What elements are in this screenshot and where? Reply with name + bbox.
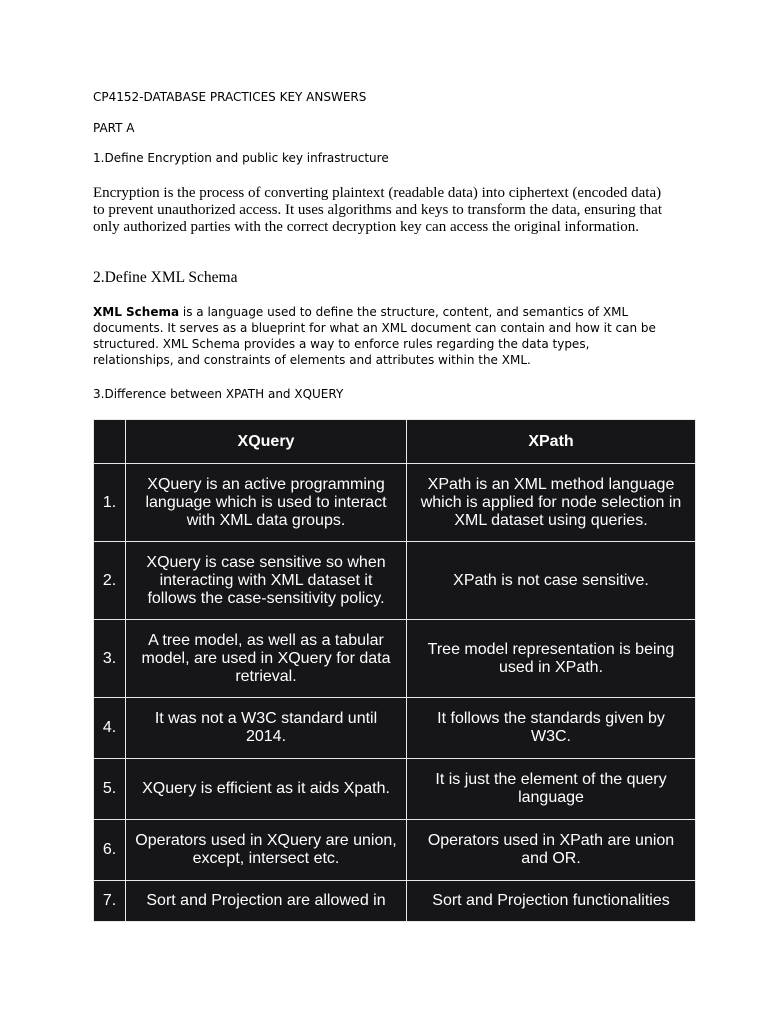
question-2: 2.Define XML Schema [93, 269, 238, 286]
table-row [94, 820, 696, 881]
xquery-cell: Operators used in XQuery are union, except, intersect etc. [126, 820, 407, 881]
row-number: 4. [94, 698, 126, 759]
header-cell-xpath: XPath [407, 420, 696, 464]
xpath-cell: Sort and Projection functionalities [407, 881, 696, 922]
xpath-cell: XPath is not case sensitive. [407, 542, 696, 620]
row-number: 6. [94, 820, 126, 881]
answer-1: Encryption is the process of converting plaintext (readable data) into ciphertext (encoded data) to prevent unauthorized access. It uses algorithms and keys to transform the data, ensuring that only authorized parties with the correct decryption key can access the original information. [93, 185, 663, 235]
xquery-cell: XQuery is an active programming language which is used to interact with XML data groups. [126, 464, 407, 542]
xquery-cell: Sort and Projection are allowed in [126, 881, 407, 922]
table-row [94, 620, 696, 698]
table-row [94, 698, 696, 759]
header-cell-xquery: XQuery [126, 420, 407, 464]
table-row [94, 542, 696, 620]
answer-2-text: is a language used to define the structure, content, and semantics of XML documents. It serves as a blueprint for what an XML document can contain and how it can be structured. XML Schema provides a way to enforce rules regarding the data types, relationships, and constraints of elements and attributes within the XML. [93, 305, 656, 367]
row-number: 5. [94, 759, 126, 820]
section-heading: PART A [93, 121, 135, 135]
xpath-cell: XPath is an XML method language which is applied for node selection in XML dataset using queries. [407, 464, 696, 542]
table-row [94, 464, 696, 542]
answer-2 [93, 304, 673, 368]
table-header-row [94, 420, 696, 464]
xquery-cell: XQuery is case sensitive so when interacting with XML dataset it follows the case-sensitivity policy. [126, 542, 407, 620]
question-3: 3.Difference between XPATH and XQUERY [93, 387, 344, 401]
xquery-cell: It was not a W3C standard until 2014. [126, 698, 407, 759]
table-row [94, 881, 696, 922]
xpath-cell: It is just the element of the query language [407, 759, 696, 820]
question-1: 1.Define Encryption and public key infrastructure [93, 151, 389, 165]
comparison-table [93, 419, 696, 922]
row-number: 1. [94, 464, 126, 542]
xpath-cell: Tree model representation is being used in XPath. [407, 620, 696, 698]
xquery-cell: A tree model, as well as a tabular model, are used in XQuery for data retrieval. [126, 620, 407, 698]
header-cell-number [94, 420, 126, 464]
row-number: 2. [94, 542, 126, 620]
xpath-cell: It follows the standards given by W3C. [407, 698, 696, 759]
table-row [94, 759, 696, 820]
xquery-cell: XQuery is efficient as it aids Xpath. [126, 759, 407, 820]
xpath-cell: Operators used in XPath are union and OR. [407, 820, 696, 881]
row-number: 3. [94, 620, 126, 698]
document-title: CP4152-DATABASE PRACTICES KEY ANSWERS [93, 90, 367, 104]
answer-2-term: XML Schema [93, 305, 180, 319]
row-number: 7. [94, 881, 126, 922]
